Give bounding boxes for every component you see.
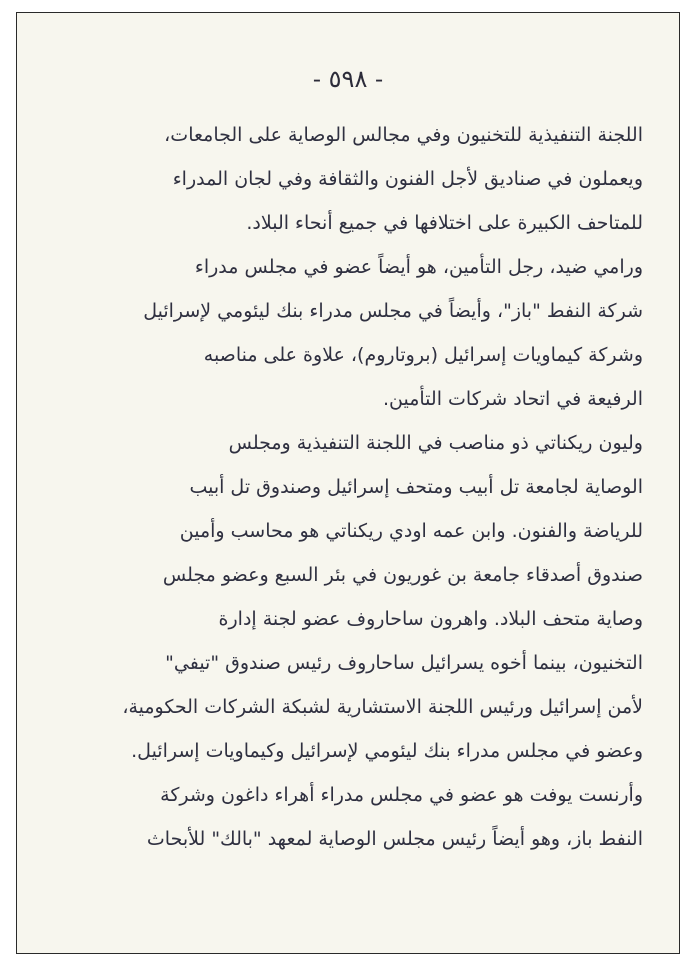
text-line: للرياضة والفنون. وابن عمه اودي ريكناتي هو محاسب وأمين: [179, 520, 643, 542]
handwritten-text-body: [47, 113, 643, 861]
text-line: صندوق أصدقاء جامعة بن غوريون في بئر السبع وعضو مجلس: [162, 564, 643, 586]
text-line: لأمن إسرائيل ورئيس اللجنة الاستشارية لشبكة الشركات الحكومية،: [122, 696, 643, 718]
text-line: للمتاحف الكبيرة على اختلافها في جميع أنحاء البلاد.: [246, 212, 643, 234]
text-line: الرفيعة في اتحاد شركات التأمين.: [382, 388, 643, 410]
text-line: وعضو في مجلس مدراء بنك ليئومي لإسرائيل وكيماويات إسرائيل.: [131, 740, 643, 762]
text-line: ويعملون في صناديق لأجل الفنون والثقافة وفي لجان المدراء: [172, 168, 643, 190]
page-number: - ٥٩٨ -: [312, 65, 384, 93]
text-line: وليون ريكناتي ذو مناصب في اللجنة التنفيذية ومجلس: [228, 432, 643, 454]
text-line: وصاية متحف البلاد. واهرون ساحاروف عضو لجنة إدارة: [218, 608, 643, 630]
text-line: الوصاية لجامعة تل أبيب ومتحف إسرائيل وصندوق تل أبيب: [189, 476, 643, 498]
text-line: شركة النفط "باز"، وأيضاً في مجلس مدراء بنك ليئومي لإسرائيل: [143, 300, 643, 322]
text-line: وأرنست يوفت هو عضو في مجلس مدراء أهراء داغون وشركة: [160, 784, 643, 806]
text-line: النفط باز، وهو أيضاً رئيس مجلس الوصاية لمعهد "بالك" للأبحاث: [146, 828, 643, 850]
text-line: وشركة كيماويات إسرائيل (بروتاروم)، علاوة على مناصبه: [203, 344, 643, 366]
text-line: التخنيون، بينما أخوه يسرائيل ساحاروف رئيس صندوق "تيفي": [165, 652, 643, 674]
text-line: ورامي ضيد، رجل التأمين، هو أيضاً عضو في مجلس مدراء: [194, 256, 643, 278]
document-page: [16, 12, 680, 954]
text-line: اللجنة التنفيذية للتخنيون وفي مجالس الوصاية على الجامعات،: [164, 124, 643, 146]
